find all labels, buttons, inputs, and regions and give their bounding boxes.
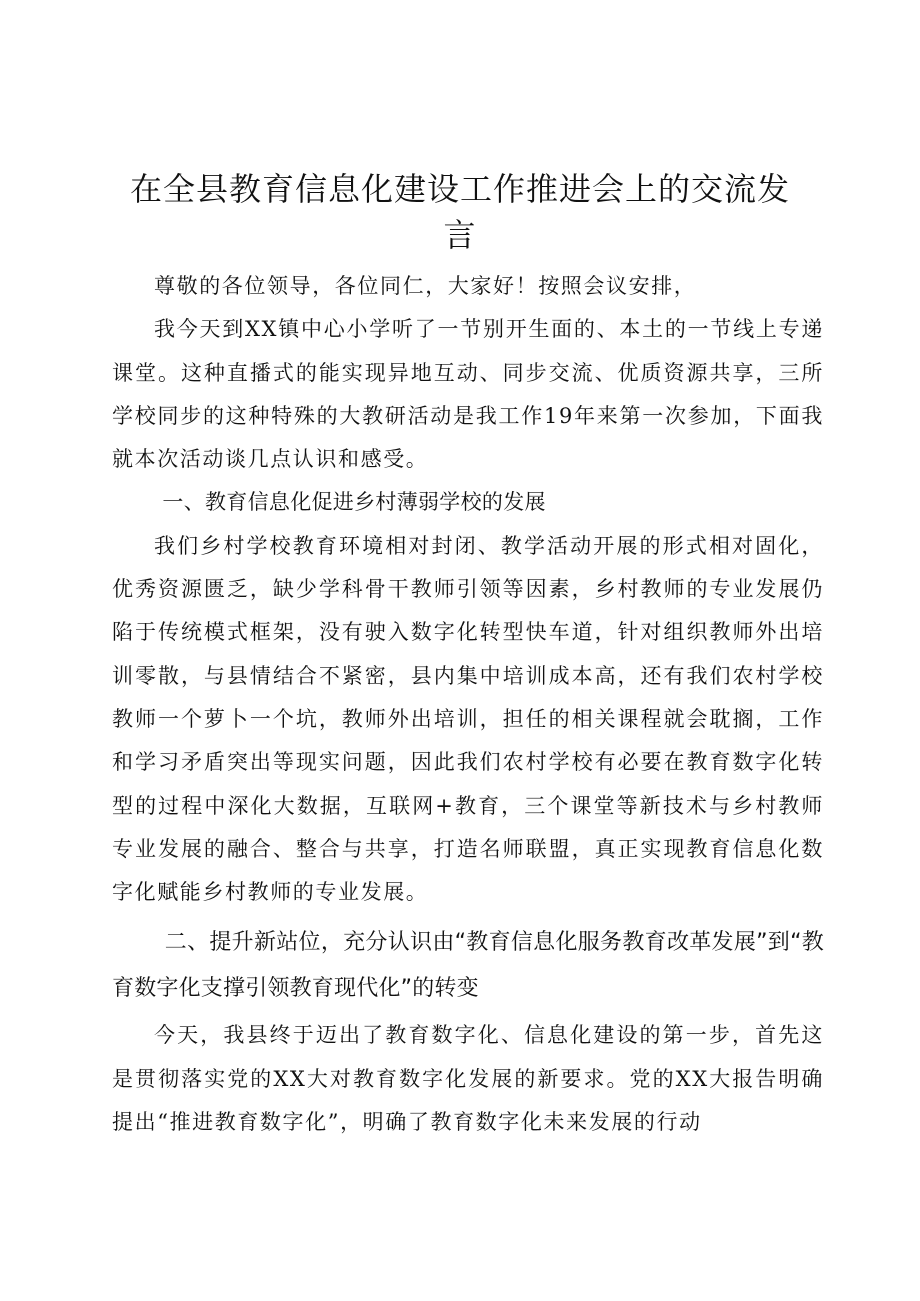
document-body [112,265,824,1144]
intro-paragraph: 我今天到XX镇中心小学听了一节别开生面的、本土的一节线上专递课堂。这种直播式的能实现异地互动、同步交流、优质资源共享，三所学校同步的这种特殊的大教研活动是我工作19年来第一次参加，下面我就本次活动谈几点认识和感受。 [112,317,824,472]
section-1-paragraph: 我们乡村学校教育环境相对封闭、教学活动开展的形式相对固化，优秀资源匮乏，缺少学科骨干教师引领等因素，乡村教师的专业发展仍陷于传统模式框架，没有驶入数字化转型快车道，针对组织教师外出培训零散，与县情结合不紧密，县内集中培训成本高，还有我们农村学校教师一个萝卜一个坑，教师外出培训，担任的相关课程就会耽搁，工作和学习矛盾突出等现实问题，因此我们农村学校有必要在教育数字化转型的过程中深化大数据，互联网+教育，三个课堂等新技术与乡村教师专业发展的融合、整合与共享，打造名师联盟，真正实现教育信息化数字化赋能乡村教师的专业发展。 [112,533,824,905]
section-2-heading: 二、提升新站位，充分认识由“教育信息化服务教育改革发展”到“教育数字化支撑引领教育现代化”的转变 [112,930,824,1002]
document-title: 在全县教育信息化建设工作推进会上的交流发言 [129,170,790,254]
section-2-paragraph: 今天，我县终于迈出了教育数字化、信息化建设的第一步，首先这是贯彻落实党的XX大对教育数字化发展的新要求。党的XX大报告明确提出“推进教育数字化”，明确了教育数字化未来发展的行动 [112,1023,824,1135]
section-1-heading: 一、教育信息化促进乡村薄弱学校的发展 [162,490,546,515]
greeting-paragraph: 尊敬的各位领导，各位同仁，大家好！按照会议安排， [154,274,697,298]
